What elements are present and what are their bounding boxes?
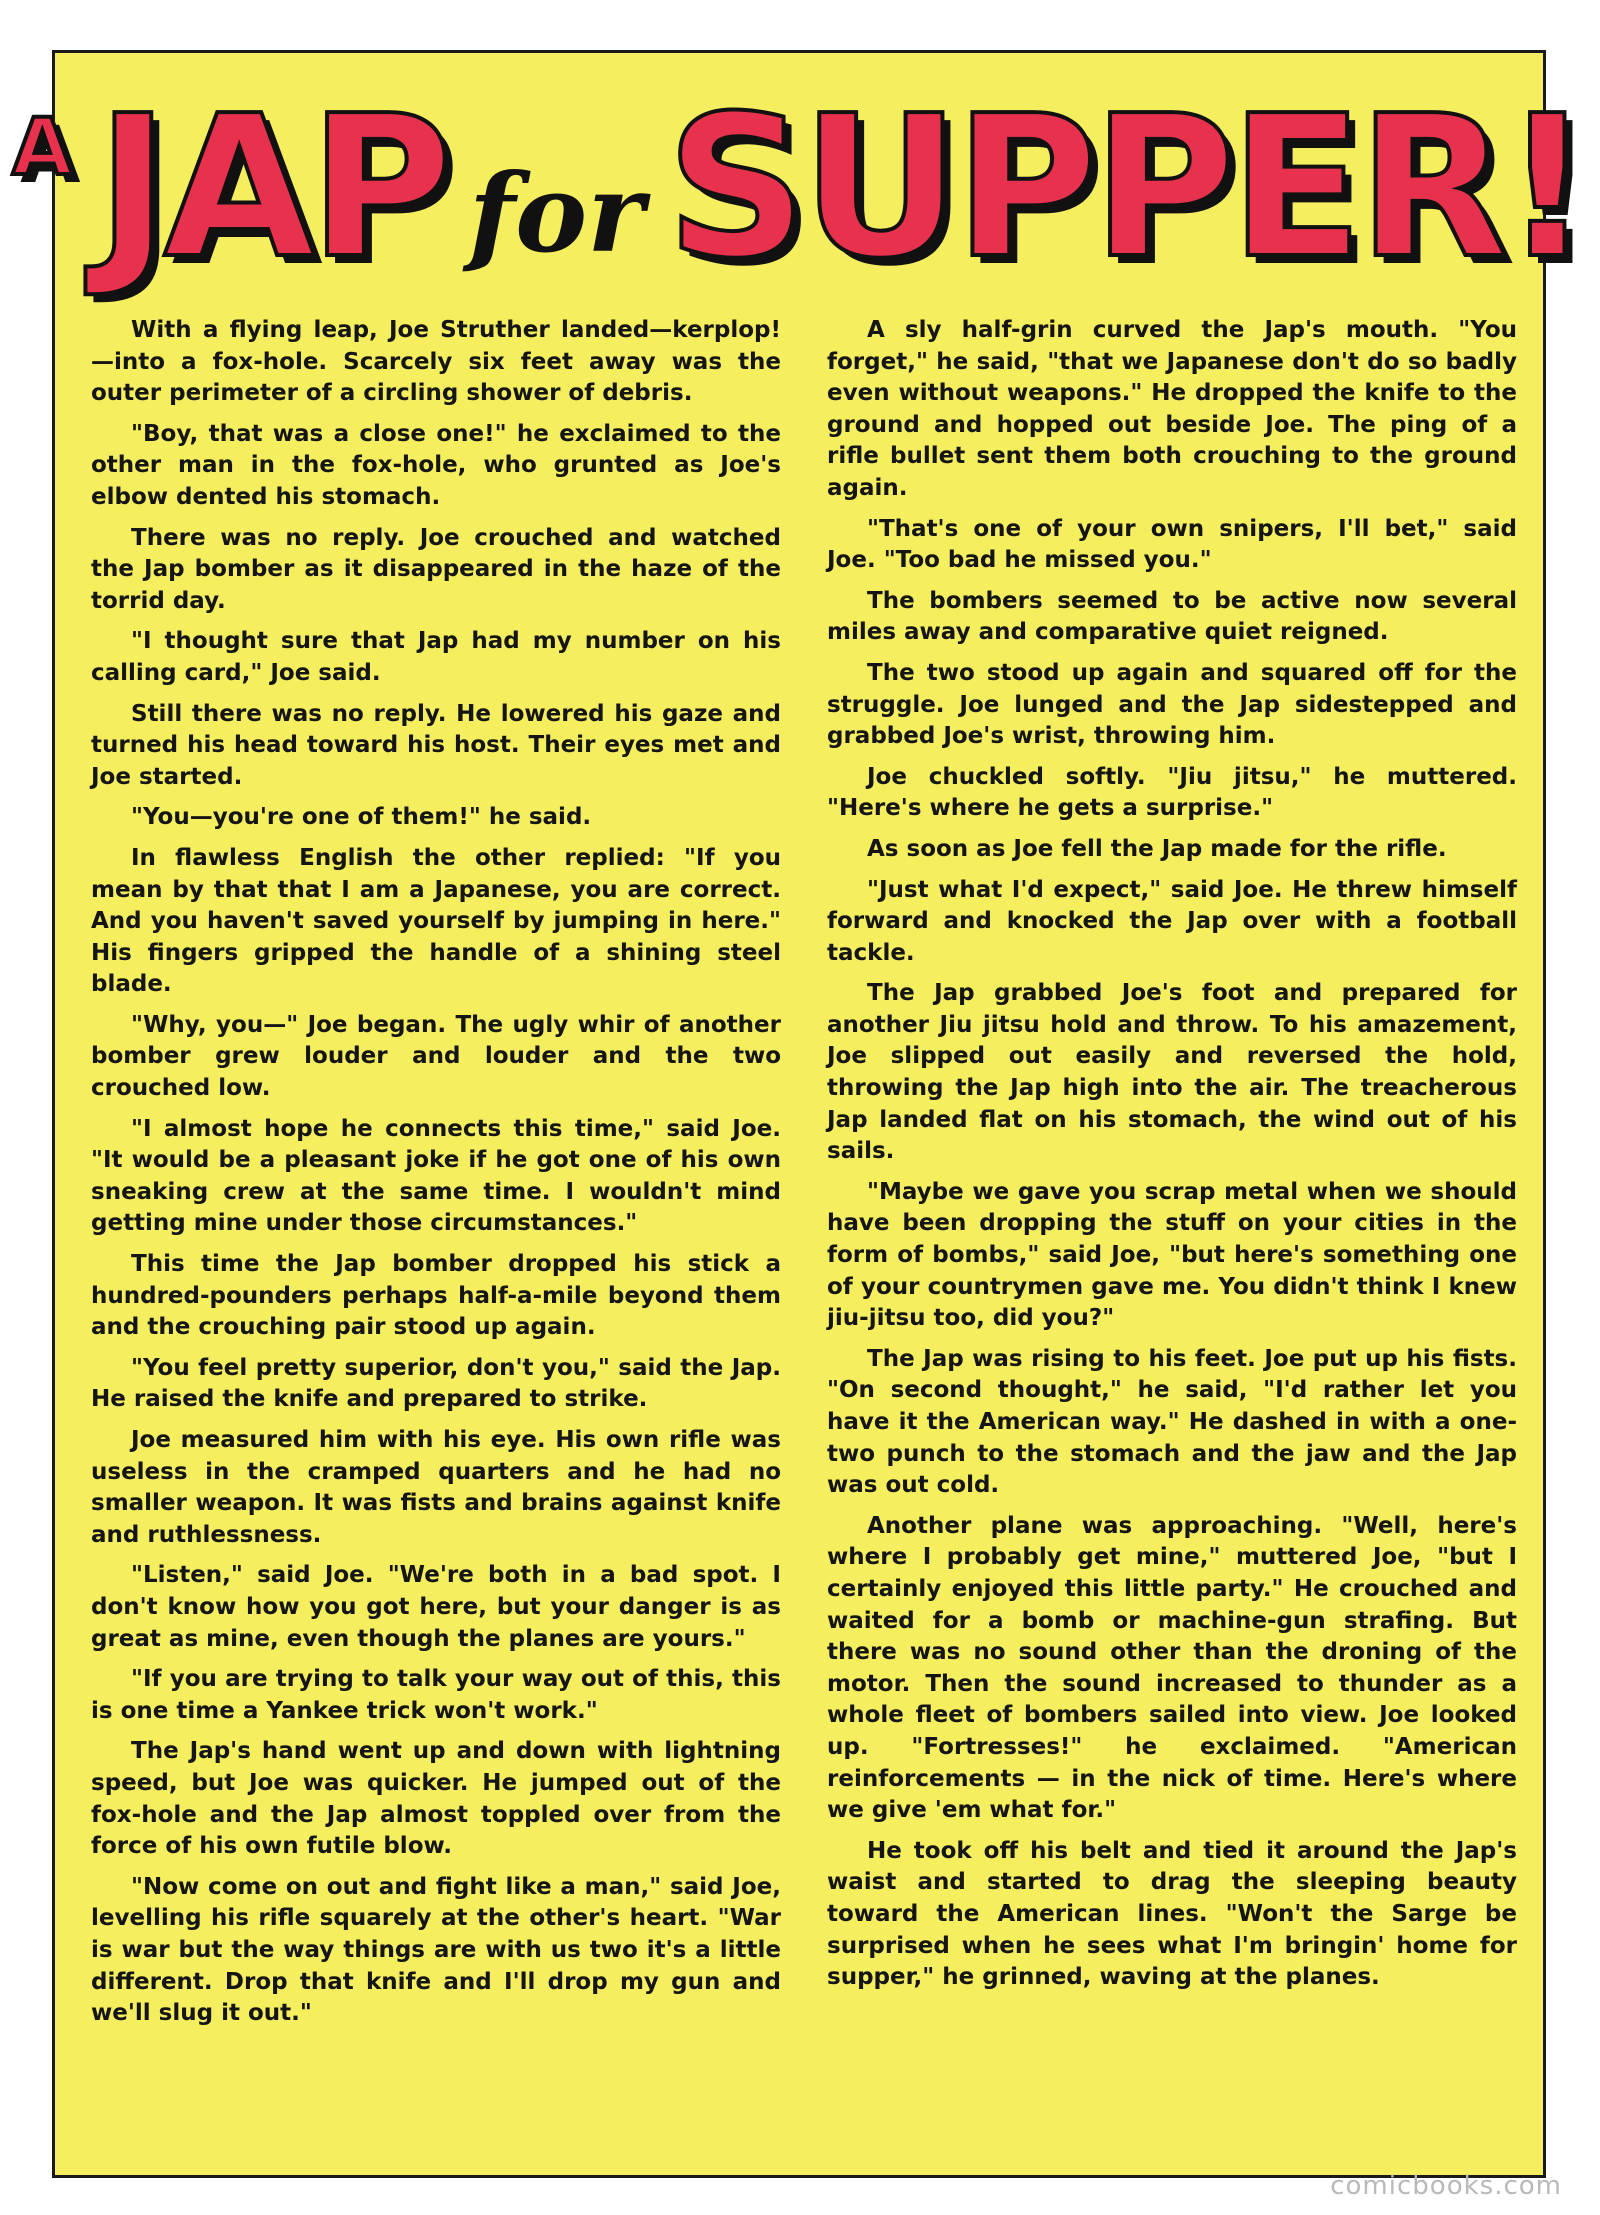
paragraph: The Jap was rising to his feet. Joe put up his fists. "On second thought," he said, "I'd rather let you have it the American way." He dashed in with a one-two punch to the stomach and the jaw and the Jap was out cold. <box>827 1345 1517 1499</box>
paragraph: "If you are trying to talk your way out of this, this is one time a Yankee trick won't work." <box>91 1666 781 1724</box>
paragraph: "I thought sure that Jap had my number on his calling card," Joe said. <box>91 628 781 686</box>
title-word-jap: JAP <box>96 74 447 302</box>
paragraph: As soon as Joe fell the Jap made for the rifle. <box>867 835 1447 862</box>
watermark: comicbooks.com <box>1330 2171 1562 2201</box>
story-title <box>12 61 1586 302</box>
paragraph: The bombers seemed to be active now several miles away and comparative quiet reigned. <box>827 587 1517 646</box>
paragraph: "You—you're one of them!" he said. <box>131 804 592 831</box>
title-word-supper: SUPPER! <box>666 74 1586 302</box>
paragraph: Still there was no reply. He lowered his gaze and turned his head toward his host. Their eyes met and Joe started. <box>91 700 781 790</box>
story-columns <box>91 315 1517 2155</box>
paragraph: There was no reply. Joe crouched and watched the Jap bomber as it disappeared in the haze of the torrid day. <box>91 524 781 614</box>
paragraph: A sly half-grin curved the Jap's mouth. "You forget," he said, "that we Japanese don't do so badly even without weapons." He dropped the knife to the ground and hopped out beside Joe. The ping of a rifle bullet sent them both crouching to the ground again. <box>827 317 1517 501</box>
paragraph: "I almost hope he connects this time," said Joe. "It would be a pleasant joke if he got one of his own sneaking crew at the same time. I wouldn't mind getting mine under those circumstances." <box>91 1115 781 1237</box>
paragraph: "Listen," said Joe. "We're both in a bad spot. I don't know how you got here, but your danger is as great as mine, even though the planes are yours." <box>91 1562 781 1652</box>
column-right <box>827 315 1517 2155</box>
paragraph: This time the Jap bomber dropped his stick a hundred-pounders perhaps half-a-mile beyond them and the crouching pair stood up again. <box>91 1251 781 1341</box>
paragraph: "Just what I'd expect," said Joe. He threw himself forward and knocked the Jap over with a football tackle. <box>827 876 1517 966</box>
paragraph: Another plane was approaching. "Well, here's where I probably get mine," muttered Joe, "but I certainly enjoyed this little party." He crouched and waited for a bomb or machine-gun strafing. But there was no sound other than the droning of the motor. Then the sound increased to thunder as a whole fleet of bombers sailed into view. Joe looked up. "Fortresses!" he exclaimed. "American reinforcements — in the nick of time. Here's where we give 'em what for." <box>827 1512 1517 1824</box>
paragraph: With a flying leap, Joe Struther landed—kerplop!—into a fox-hole. Scarcely six feet away was the outer perimeter of a circling shower of debris. <box>91 317 781 407</box>
paragraph: "That's one of your own snipers, I'll bet," said Joe. "Too bad he missed you." <box>827 515 1517 574</box>
paragraph: The two stood up again and squared off for the struggle. Joe lunged and the Jap sidestepped and grabbed Joe's wrist, throwing him. <box>827 659 1517 750</box>
paragraph: Joe measured him with his eye. His own rifle was useless in the cramped quarters and he had no smaller weapon. It was fists and brains against knife and ruthlessness. <box>91 1427 781 1548</box>
paragraph: Joe chuckled softly. "Jiu jitsu," he muttered. "Here's where he gets a surprise." <box>827 763 1517 822</box>
paragraph: "You feel pretty superior, don't you," said the Jap. He raised the knife and prepared to strike. <box>91 1354 781 1413</box>
paragraph: The Jap grabbed Joe's foot and prepared for another Jiu jitsu hold and throw. To his amazement, Joe slipped out easily and reversed the hold, throwing the Jap high into the air. The treacherous Jap landed flat on his stomach, the wind out of his sails. <box>827 980 1517 1165</box>
column-left <box>91 315 781 2155</box>
paragraph: "Why, you—" Joe began. The ugly whir of another bomber grew louder and louder and the two crouched low. <box>91 1011 781 1102</box>
paragraph: "Boy, that was a close one!" he exclaimed to the other man in the fox-hole, who grunted as Joe's elbow dented his stomach. <box>91 420 781 510</box>
paragraph: "Now come on out and fight like a man," said Joe, levelling his rifle squarely at the other's heart. "War is war but the way things are with us two it's a little different. Drop that knife and I'll drop my gun and we'll slug it out." <box>91 1873 781 2027</box>
story-page <box>12 50 1586 2178</box>
title-word-for: for <box>468 151 645 277</box>
paragraph: In flawless English the other replied: "If you mean by that that I am a Japanese, you are correct. And you haven't saved yourself by jumping in here." His fingers gripped the handle of a shining steel blade. <box>91 844 781 998</box>
title-word-a: A <box>12 103 75 193</box>
paragraph: "Maybe we gave you scrap metal when we should have been dropping the stuff on your cities in the form of bombs," said Joe, "but here's something one of your countrymen gave me. You didn't think I knew jiu-jitsu too, did you?" <box>827 1178 1517 1332</box>
paragraph: The Jap's hand went up and down with lightning speed, but Joe was quicker. He jumped out of the fox-hole and the Jap almost toppled over from the force of his own futile blow. <box>91 1738 781 1860</box>
paragraph: He took off his belt and tied it around the Jap's waist and started to drag the sleeping beauty toward the American lines. "Won't the Sarge be surprised when he sees what I'm bringin' home for supper," he grinned, waving at the planes. <box>827 1837 1517 1991</box>
